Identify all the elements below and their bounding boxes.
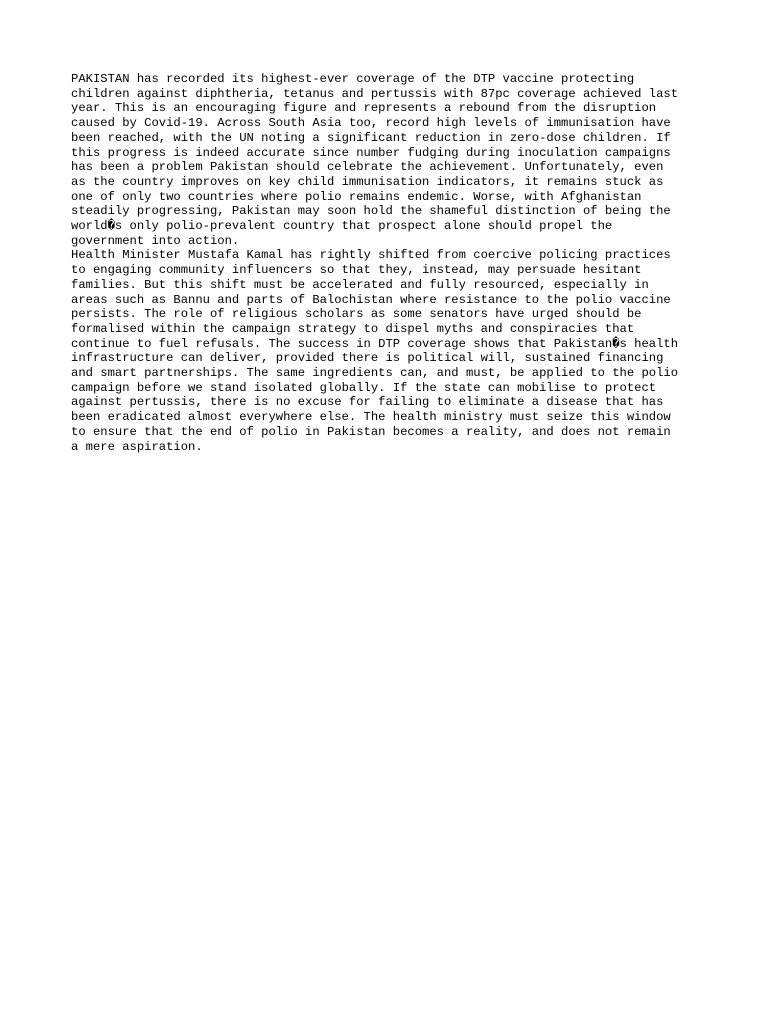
paragraph-dtp-coverage: PAKISTAN has recorded its highest-ever coverage of the DTP vaccine protecting children against diphtheria, tetanus and pertussis with 87pc coverage achieved last year. This is an encouraging figure and represents a rebound from the disruption caused by Covid-19. Across South Asia too, record high levels of immunisation have been reached, with the UN noting a significant reduction in zero-dose children. If this progress is indeed accurate since number fudging during inoculation campaigns has been a problem Pakistan should celebrate the achievement. Unfortunately, even as the country improves on key child immunisation indicators, it remains stuck as one of only two countries where polio remains endemic. Worse, with Afghanistan steadily progressing, Pakistan may soon hold the shameful distinction of being the world�s only polio-prevalent country that prospect alone should propel the government into action. — [71, 72, 679, 248]
paragraph-polio-campaign: Health Minister Mustafa Kamal has rightly shifted from coercive policing practices to engaging community influencers so that they, instead, may persuade hesitant families. But this shift must be accelerated and fully resourced, especially in areas such as Bannu and parts of Balochistan where resistance to the polio vaccine persists. The role of religious scholars as some senators have urged should be formalised within the campaign strategy to dispel myths and conspiracies that continue to fuel refusals. The success in DTP coverage shows that Pakistan�s health infrastructure can deliver, provided there is political will, sustained financing and smart partnerships. The same ingredients can, and must, be applied to the polio campaign before we stand isolated globally. If the state can mobilise to protect against pertussis, there is no excuse for failing to eliminate a disease that has been eradicated almost everywhere else. The health ministry must seize this window to ensure that the end of polio in Pakistan becomes a reality, and does not remain a mere aspiration. — [71, 248, 679, 454]
document-page — [71, 72, 711, 454]
